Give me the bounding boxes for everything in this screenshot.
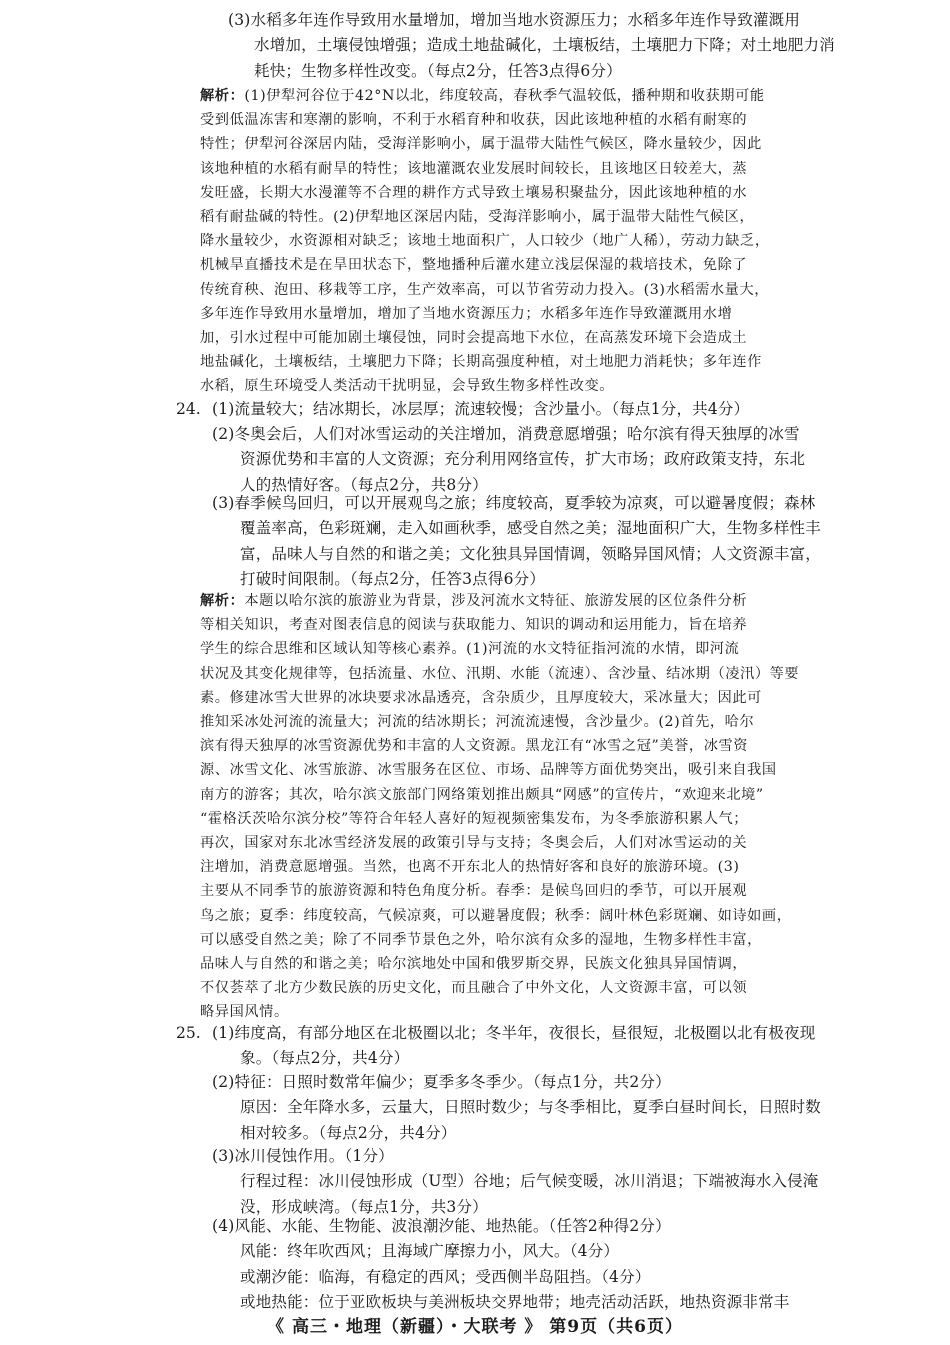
text-line: (3)冰川侵蚀作用。（1分） [212,1147,394,1165]
text-line: 滨有得天独厚的冰雪资源优势和丰富的人文资源。黑龙江有“冰雪之冠”美誉，冰雪资 [200,738,749,755]
text-line: 稻有耐盐碱的特性。(2)伊犁地区深居内陆，受海洋影响小，属于温带大陆性气候区， [200,209,755,226]
text-line: 地盐碱化，土壤板结，土壤肥力下降；长期高强度种植，对土地肥力消耗快；多年连作 [200,354,762,371]
text-line: 注增加，消费意愿增强。当然，也离不开东北人的热情好客和良好的旅游环境。(3) [200,859,740,876]
text-line: “霍格沃茨哈尔滨分校”等符合年轻人喜好的短视频密集发布，为冬季旅游积累人气； [200,810,749,827]
q24-answer-1 [212,397,787,422]
text-line: (1)伊犁河谷位于42°N以北，纬度较高，春秋季气温较低，播种期和收获期可能 [244,88,765,104]
text-line: 受到低温冻害和寒潮的影响，不利于水稻育种和收获，因此该地种植的水稻有耐寒的 [200,112,748,129]
text-line: 或地热能：位于亚欧板块与美洲板块交界地带；地壳活动活跃，地热资源非常丰 [240,1293,790,1312]
text-line: 不仅荟萃了北方少数民族的历史文化，而且融合了中外文化，人文资源丰富，可以领 [200,980,748,997]
text-line: (3)水稻多年连作导致用水量增加，增加当地水资源压力；水稻多年连作导致灌溉用 [228,11,801,29]
text-line: 覆盖率高，色彩斑斓，走入如画秋季，感受自然之美；湿地面积广大，生物多样性丰 [240,519,821,538]
text-line: 象。（每点2分，共4分） [240,1049,410,1068]
text-line: 相对较多。（每点2分，共4分） [240,1123,457,1142]
question-number-25: 25. [176,1024,201,1042]
text-line: 该地种植的水稻有耐旱的特性；该地灌溉农业发展时间较长，且该地区日较差大，蒸 [200,160,748,177]
text-line: 降水量较少，水资源相对缺乏；该地土地面积广，人口较少（地广人稀），劳动力缺乏， [200,233,770,250]
text-line: 耗快；生物多样性改变。（每点2分，任答3点得6分） [254,61,622,80]
q25-answer-1 [212,1021,816,1072]
q24-explanation [200,589,800,1025]
text-line: (4)风能、水能、生物能、波浪潮汐能、地热能。（任答2种得2分） [212,1217,671,1235]
text-line: 人的热情好客。（每点2分，共8分） [240,475,488,494]
text-line: 再次，国家对东北冰雪经济发展的政策引导与支持；冬奥会后，人们对冰雪运动的关 [200,835,748,852]
text-line: (2)特征：日照时数常年偏少；夏季多冬季少。（每点1分，共2分） [212,1073,671,1091]
question-number-24: 24. [176,400,201,418]
text-line: 没，形成峡湾。（每点1分，共3分） [240,1197,488,1216]
explanation-label: 解析： [200,88,245,104]
text-line: 资源优势和丰富的人文资源；充分利用网络宣传，扩大市场；政府政策支持，东北 [240,450,806,469]
text-line: 等相关知识，考查对图表信息的阅读与获取能力、知识的调动和运用能力，旨在培养 [200,617,748,634]
text-line: 打破时间限制。（每点2分，任答3点得6分） [240,570,546,589]
text-line: 略异国风情。 [200,1004,289,1021]
text-line: 原因：全年降水多，云量大，日照时数少；与冬季相比，夏季白昼时间长，日照时数 [240,1098,821,1117]
text-line: 机械旱直播技术是在旱田状态下，整地播种后灌水建立浅层保湿的栽培技术，免除了 [200,257,748,274]
text-line: 富，品味人与自然的和谐之美；文化独具异国情调，领略异国风情；人文资源丰富， [240,544,821,563]
text-line: 源、冰雪文化、冰雪旅游、冰雪服务在区位、市场、品牌等方面优势突出，吸引来自我国 [200,762,777,779]
q24-answer-2 [212,422,806,498]
explanation-label: 解析： [200,593,245,609]
text-line: 多年连作导致用水量增加，增加了当地水资源压力；水稻多年连作导致灌溉用水增 [200,305,733,322]
text-line: 水稻，原生环境受人类活动干扰明显，会导致生物多样性改变。 [200,378,615,395]
q25-answer-3 [212,1144,819,1220]
text-line: 行程过程：冰川侵蚀形成（U型）谷地；后气候变暖，冰川消退；下端被海水入侵淹 [240,1172,819,1191]
text-line: 传统育秧、泡田、移栽等工序，生产效率高，可以节省劳动力投入。(3)水稻需水量大， [200,281,770,298]
text-line: 本题以哈尔滨的旅游业为背景，涉及河流水文特征、旅游发展的区位条件分析 [244,593,748,609]
text-line: 发旺盛，长期大水漫灌等不合理的耕作方式导致土壤易积聚盐分，因此该地种植的水 [200,184,748,201]
text-line: 素。修建冰雪大世界的冰块要求冰晶透亮，含杂质少，且厚度较大，采冰量大；因此可 [200,689,762,706]
text-line: (1)流量较大；结冰期长，冰层厚；流速较慢；含沙量小。（每点1分，共4分） [212,400,750,418]
text-line: 品味人与自然的和谐之美；哈尔滨地处中国和俄罗斯交界，民族文化独具异国情调， [200,956,748,973]
q24-answer-3 [212,491,821,593]
text-line: 特性；伊犁河谷深居内陆，受海洋影响小，属于温带大陆性气候区，降水量较少，因此 [200,136,762,153]
q25-answer-4 [212,1214,790,1316]
page-footer: 《 高三・地理（新疆）・大联考 》 第9页（共6页） [267,1317,683,1337]
text-line: 主要从不同季节的旅游资源和特色角度分析。春季：是候鸟回归的季节，可以开展观 [200,883,748,900]
text-line: 风能：终年吹西风；且海域广摩擦力小，风大。（4分） [240,1242,620,1261]
text-line: 推知采冰处河流的流量大；河流的结冰期长；河流流速慢，含沙量少。(2)首先，哈尔 [200,714,755,731]
text-line: 可以感受自然之美；除了不同季节景色之外，哈尔滨有众多的湿地，生物多样性丰富， [200,931,762,948]
text-line: 或潮汐能：临海，有稳定的西风；受西侧半岛阻挡。（4分） [240,1267,651,1286]
q25-answer-2 [212,1070,821,1146]
text-line: 加，引水过程中可能加剧土壤侵蚀，同时会提高地下水位，在高蒸发环境下会造成土 [200,330,748,347]
text-line: (1)纬度高，有部分地区在北极圈以北；冬半年，夜很长，昼很短，北极圈以北有极夜现 [212,1024,816,1042]
text-line: 南方的游客；其次，哈尔滨文旅部门网络策划推出颇具“网感”的宣传片，“欢迎来北境” [200,786,764,803]
text-line: 学生的综合思维和区域认知等核心素养。(1)河流的水文特征指河流的水情，即河流 [200,641,740,658]
text-line: 状况及其变化规律等，包括流量、水位、汛期、水能（流速）、含沙量、结冰期（凌汛）等要 [200,665,800,682]
q23-answer-3 [228,8,835,84]
text-line: 水增加，土壤侵蚀增强；造成土地盐碱化，土壤板结，土壤肥力下降；对土地肥力消 [254,36,835,55]
text-line: (3)春季候鸟回归，可以开展观鸟之旅；纬度较高，夏季较为凉爽，可以避暑度假；森林 [212,494,816,512]
q23-explanation [200,84,788,399]
text-line: 鸟之旅；夏季：纬度较高，气候凉爽，可以避暑度假；秋季：阔叶林色彩斑斓、如诗如画， [200,907,792,924]
text-line: (2)冬奥会后，人们对冰雪运动的关注增加，消费意愿增强；哈尔滨有得天独厚的冰雪 [212,425,800,443]
